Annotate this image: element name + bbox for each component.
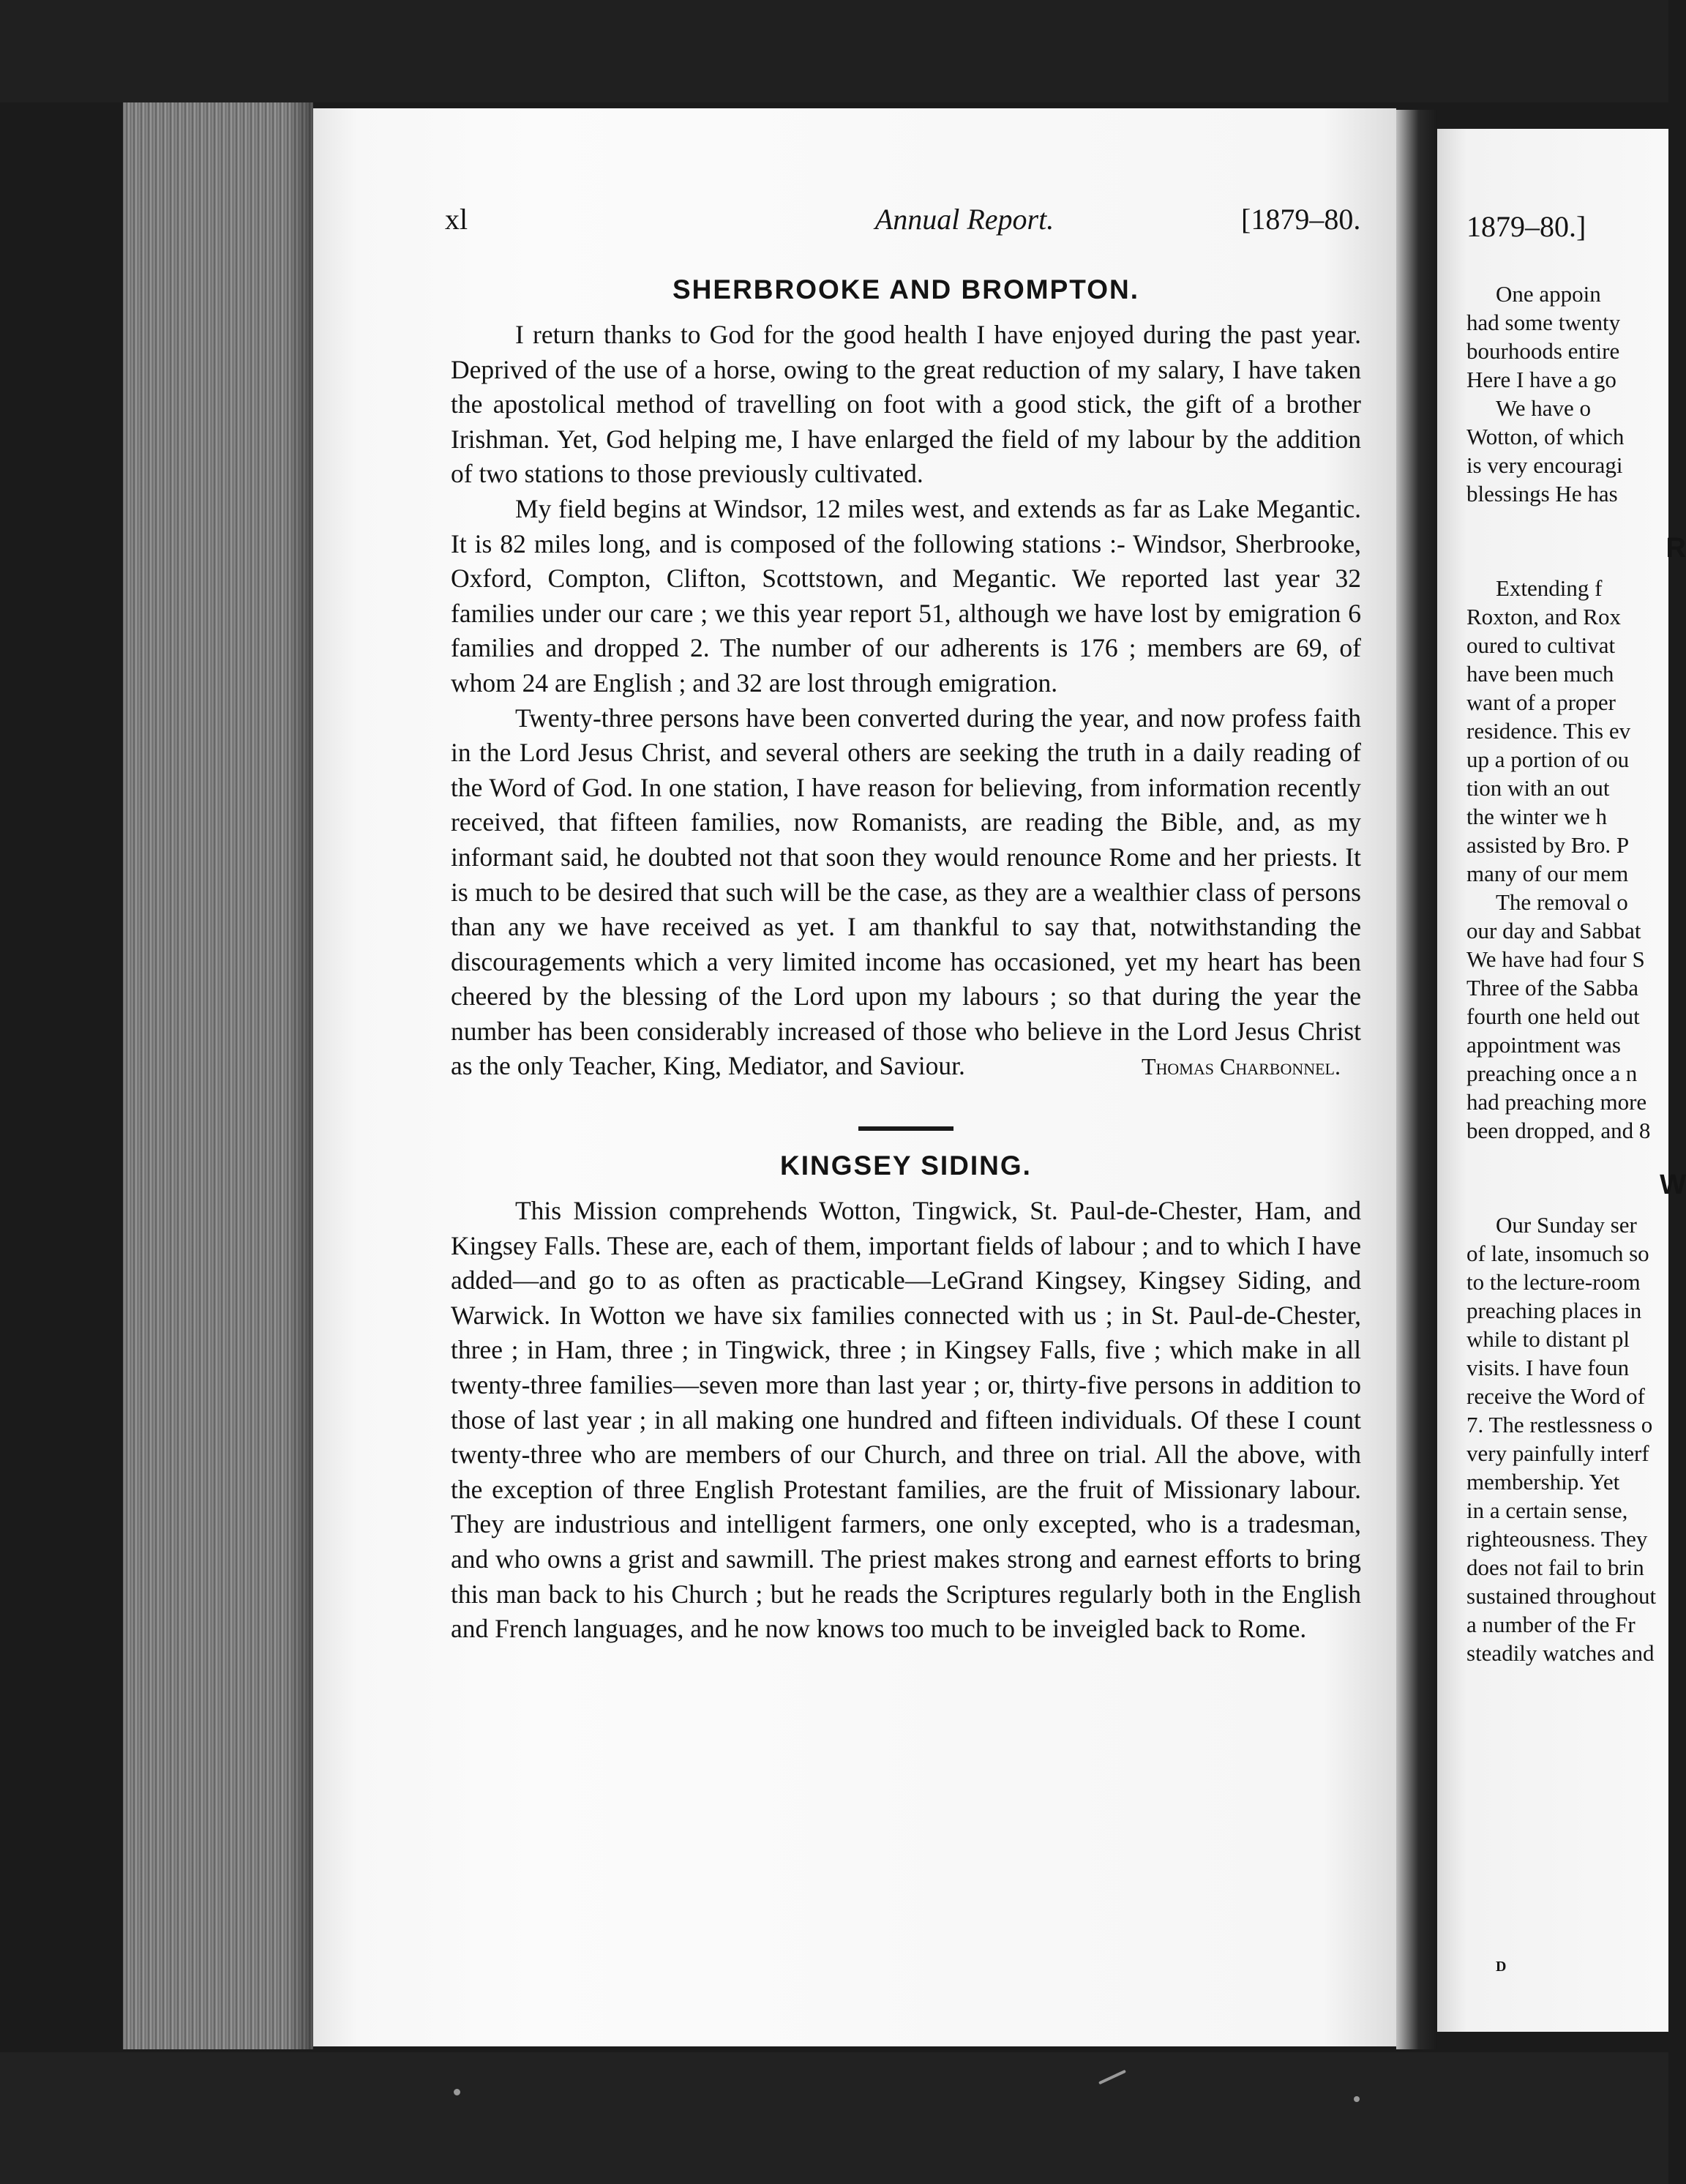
text-line: been dropped, and 8 bbox=[1466, 1118, 1651, 1143]
text-line: while to distant pl bbox=[1466, 1326, 1630, 1352]
text-line: want of a proper bbox=[1466, 689, 1616, 715]
page-number: xl bbox=[445, 203, 468, 236]
text-line: Roxton, and Rox bbox=[1466, 604, 1621, 629]
text-line: visits. I have foun bbox=[1466, 1355, 1630, 1380]
text-line: fourth one held out bbox=[1466, 1003, 1640, 1029]
text-line: assisted by Bro. P bbox=[1466, 832, 1630, 858]
paragraph: This Mission comprehends Wotton, Tingwick, St. Paul-de-Chester, Ham, and Kingsey Falls. These are, each of them, important fields of labour ; and to which I have added—and go to as often as practicable—LeGrand Kingsey, Kingsey Siding, and Warwick. In Wotton we have six families connected with us ; in St. Paul-de-Chester, three ; in Ham, three ; in Tingwick, three ; in Kingsey Falls, five ; which make in all twenty-three families—seven more than last year ; or, thirty-five persons in addition to those of last year ; in all making one hundred and fifteen individuals. Of these I count twenty-three who are members of our Church, and three on trial. All the above, with the exception of three English Protestant families, are the fruit of Missionary labour. They are industrious and intelligent farmers, one only excepted, who is a tradesman, and who owns a grist and sawmill. The priest makes strong and earnest efforts to bring this man back to his Church ; but he reads the Scriptures regularly both in the English and French languages, and he now knows too much to be inveigled back to Rome. bbox=[451, 1196, 1361, 1644]
book-gutter bbox=[1396, 110, 1437, 2049]
text-line: sustained throughout bbox=[1466, 1583, 1657, 1609]
text-line: Extending f bbox=[1496, 575, 1603, 601]
section-sherbrooke bbox=[451, 271, 1361, 1116]
page-edge-shadow bbox=[287, 102, 313, 2049]
text-line: up a portion of ou bbox=[1466, 747, 1630, 772]
text-line: of late, insomuch so bbox=[1466, 1241, 1649, 1266]
text-line: had preaching more bbox=[1466, 1089, 1647, 1115]
text-line: Our Sunday ser bbox=[1496, 1212, 1637, 1238]
dust-speck bbox=[1098, 2070, 1126, 2085]
section-heading: KINGSEY SIDING. bbox=[780, 1151, 1032, 1181]
text-line: receive the Word of bbox=[1466, 1383, 1645, 1409]
text-line: appointment was bbox=[1466, 1032, 1621, 1058]
section-kingsey-siding bbox=[451, 1147, 1361, 1647]
left-page bbox=[313, 108, 1396, 2046]
text-line: does not fail to brin bbox=[1466, 1555, 1644, 1580]
text-line: have been much bbox=[1466, 661, 1614, 687]
scan-background-bottom bbox=[0, 2052, 1668, 2184]
page-body bbox=[451, 271, 1361, 1647]
scan-background-top bbox=[0, 0, 1668, 102]
text-line: had some twenty bbox=[1466, 310, 1621, 335]
text-line: a number of the Fr bbox=[1466, 1612, 1636, 1637]
paragraph: My field begins at Windsor, 12 miles west, and extends as far as Lake Megantic. It is 82 miles long, and is composed of the following stations :- Windsor, Sherbrooke, Oxford, Compton, Clifton, Scottstown, and Megantic. We reported last year 32 families under our care ; we this year report 51, although we have lost by emigration 6 families and dropped 2. The number of our adherents is 176 ; members are 69, of whom 24 are English ; and 32 are lost through emigration. bbox=[451, 493, 1361, 698]
running-years: [1879–80. bbox=[1241, 203, 1361, 236]
text-line: Here I have a go bbox=[1466, 367, 1616, 392]
text-line: 7. The restlessness o bbox=[1466, 1412, 1653, 1437]
text-line: We have had four S bbox=[1466, 946, 1645, 972]
signature-mark: D bbox=[1496, 1959, 1507, 1975]
book-page-edges bbox=[123, 102, 313, 2049]
running-title: Annual Report. bbox=[874, 203, 1054, 236]
paragraph: Twenty-three persons have been converted during the year, and now profess faith in the Lord Jesus Christ, and several others are seeking the truth in a daily reading of the Word of God. In one station, I have reason for believing, from information recently received, that fifteen families, now Romanists, are reading the Bible, and, as my informant said, he doubted not that soon they would renounce Rome and her priests. It is much to be desired that such will be the case, as they are a wealthier class of persons than any we have received as yet. I am thankful to say that, notwithstanding the discouragements which a very limited income has occasioned, yet my heart has been cheered by the blessing of the Lord upon my labours ; so that during the year the number has been considerably increased of those who believe in the Lord Jesus Christ as the only Teacher, King, Mediator, and Saviour. bbox=[451, 703, 1361, 1081]
dust-speck bbox=[1354, 2096, 1360, 2102]
text-line: The removal o bbox=[1496, 889, 1628, 915]
text-line: tion with an out bbox=[1466, 775, 1610, 801]
text-line: bourhoods entire bbox=[1466, 338, 1620, 364]
section-heading-fragment: W bbox=[1660, 1170, 1686, 1200]
section-divider bbox=[858, 1126, 953, 1131]
text-line: We have o bbox=[1496, 395, 1592, 421]
text-line: Wotton, of which bbox=[1466, 424, 1625, 449]
text-line: is very encouragi bbox=[1466, 452, 1623, 478]
text-line: to the lecture-room bbox=[1466, 1269, 1641, 1295]
right-page-text bbox=[1466, 280, 1686, 1667]
text-line: membership. Yet bbox=[1466, 1469, 1620, 1495]
text-line: One appoin bbox=[1496, 281, 1601, 307]
text-line: steadily watches and bbox=[1466, 1640, 1655, 1666]
right-page bbox=[1437, 129, 1686, 2032]
running-head-right: 1879–80.] bbox=[1466, 210, 1586, 243]
text-line: blessings He has bbox=[1466, 481, 1618, 506]
text-line: Three of the Sabba bbox=[1466, 975, 1638, 1001]
text-line: in a certain sense, bbox=[1466, 1497, 1628, 1523]
text-line: very painfully interf bbox=[1466, 1440, 1649, 1466]
text-line: residence. This ev bbox=[1466, 718, 1631, 744]
section-heading-fragment: R bbox=[1666, 533, 1686, 564]
text-line: righteousness. They bbox=[1466, 1526, 1648, 1552]
author-signature: Thomas Charbonnel. bbox=[1141, 1053, 1341, 1080]
text-line: oured to cultivat bbox=[1466, 632, 1616, 658]
dust-speck bbox=[454, 2089, 460, 2095]
text-line: preaching once a n bbox=[1466, 1061, 1638, 1086]
text-line: the winter we h bbox=[1466, 804, 1607, 829]
running-head bbox=[313, 202, 1396, 246]
section-heading: SHERBROOKE AND BROMPTON. bbox=[672, 274, 1139, 304]
text-line: our day and Sabbat bbox=[1466, 918, 1641, 943]
signature-line bbox=[451, 1053, 1361, 1116]
text-line: many of our mem bbox=[1466, 861, 1629, 886]
text-line: preaching places in bbox=[1466, 1298, 1642, 1323]
paragraph: I return thanks to God for the good health I have enjoyed during the past year. Deprived of the use of a horse, owing to the great reduction of my salary, I have taken the apostolical method of travelling on foot with a good stick, the gift of a brother Irishman. Yet, God helping me, I have enlarged the field of my labour by the addition of two stations to those previously cultivated. bbox=[451, 320, 1361, 489]
